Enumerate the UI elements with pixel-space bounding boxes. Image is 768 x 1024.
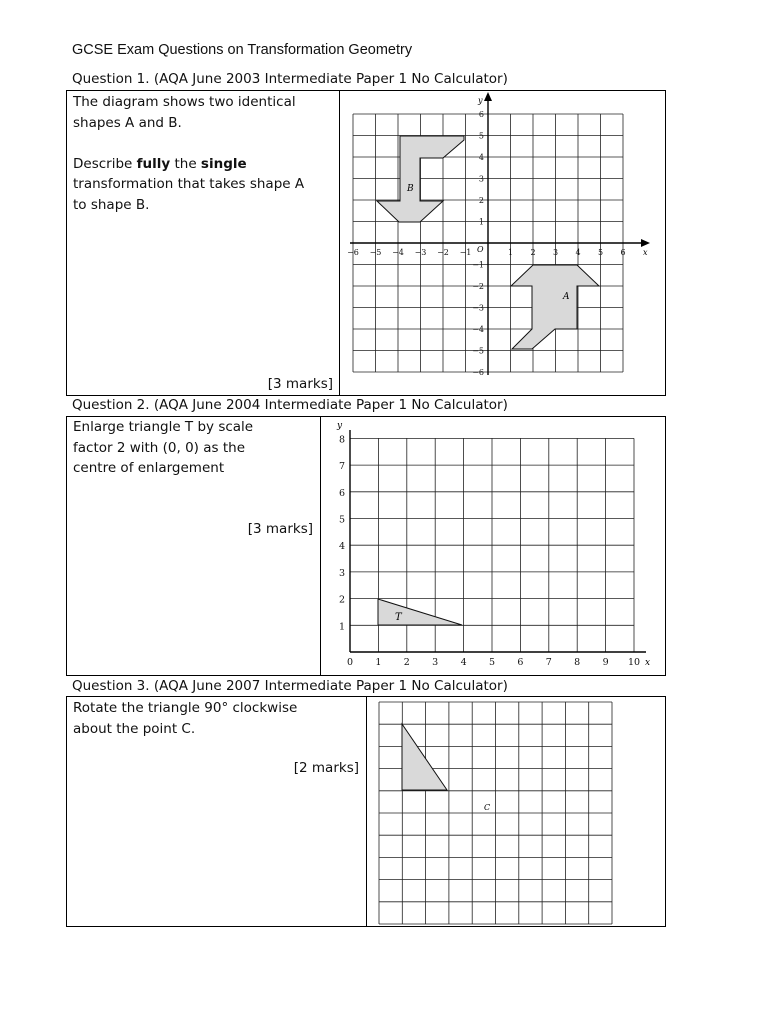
document-title: GCSE Exam Questions on Transformation Geometry	[72, 42, 413, 58]
question-2-line-2: factor 2 with (0, 0) as the	[73, 439, 245, 456]
q2-x-tick-label: 2	[403, 657, 410, 668]
question-3-marks: [2 marks]	[293, 760, 359, 776]
q1-x-tick-label: −2	[437, 248, 449, 257]
question-1-heading: Question 1. (AQA June 2003 Intermediate Paper 1 No Calculator)	[72, 71, 508, 87]
q1-fully-text: fully	[136, 155, 171, 172]
q1-x-tick-label: 3	[552, 248, 559, 257]
q2-y-tick-label: 6	[338, 487, 345, 499]
q1-y-tick-label: −2	[472, 282, 484, 291]
q1-x-axis-label: x	[643, 248, 648, 257]
q1-y-tick-label: 2	[478, 196, 484, 205]
question-1-marks: [3 marks]	[267, 376, 333, 392]
q2-x-tick-label: 6	[517, 657, 524, 668]
q1-y-tick-label: −5	[472, 346, 484, 356]
q2-x-tick-label: 9	[602, 657, 609, 668]
q2-x-tick-label: 4	[460, 657, 467, 668]
q2-x-tick-label: 0	[346, 657, 354, 668]
q2-x-tick-label: 10	[627, 657, 641, 668]
q2-x-tick-label: 7	[545, 657, 552, 668]
q1-y-axis-label: y	[478, 96, 483, 105]
q3-grid	[379, 702, 612, 924]
question-2-heading: Question 2. (AQA June 2004 Intermediate Paper 1 No Calculator)	[72, 397, 508, 413]
q1-x-tick-label: 1	[507, 248, 514, 257]
q2-x-tick-label: 8	[574, 657, 581, 668]
q1-y-tick-label: 4	[478, 153, 484, 162]
question-2-line-3: centre of enlargement	[73, 460, 225, 476]
q2-y-tick-label: 8	[338, 434, 345, 446]
q1-x-tick-label: 2	[530, 248, 536, 257]
q1-y-tick-label: 5	[478, 131, 484, 141]
question-3-heading: Question 3. (AQA June 2007 Intermediate Paper 1 No Calculator)	[72, 678, 508, 694]
q2-y-tick-label: 5	[338, 514, 345, 526]
q2-y-axis-label: y	[337, 421, 343, 431]
triangle-q3	[402, 724, 447, 790]
q1-y-tick-label: 3	[478, 174, 484, 184]
q2-y-tick-label: 4	[338, 541, 345, 553]
q1-x-tick-label: 6	[620, 248, 626, 257]
q1-x-tick-label: −3	[414, 248, 427, 257]
question-2-line-1: Enlarge triangle T by scale	[73, 419, 254, 435]
shape-b-label: B	[407, 184, 414, 194]
q1-describe-text: Describe	[73, 155, 137, 172]
question-1-line-2: shapes A and B.	[73, 114, 182, 131]
q2-y-tick-label: 3	[338, 567, 345, 579]
q2-y-tick-label: 2	[338, 594, 345, 606]
q2-y-tick-label: 7	[338, 461, 345, 473]
q1-y-tick-label: −4	[472, 325, 484, 334]
question-3-line-1: Rotate the triangle 90° clockwise	[73, 700, 298, 716]
q2-x-tick-label: 3	[432, 657, 439, 668]
question-1-line-1: The diagram shows two identical	[73, 94, 296, 110]
triangle-t-label: T	[395, 612, 402, 623]
question-1-line-5: to shape B.	[73, 196, 150, 213]
q1-y-tick-label: −3	[472, 303, 484, 313]
q1-y-tick-label: −1	[472, 260, 484, 270]
question-1-line-4: transformation that takes shape A	[73, 176, 305, 192]
q1-x-tick-label: −6	[347, 248, 359, 257]
q2-y-tick-label: 1	[338, 621, 345, 633]
q2-x-tick-label: 1	[375, 657, 382, 668]
q1-x-tick-label: −5	[369, 248, 382, 257]
q2-x-tick-label: 5	[488, 657, 496, 668]
question-2-marks: [3 marks]	[247, 521, 313, 537]
question-3-line-2: about the point C.	[73, 720, 196, 737]
point-c-label: C	[484, 803, 491, 812]
q1-y-tick-label: 1	[478, 217, 484, 227]
q1-single-text: single	[200, 155, 247, 172]
q1-y-tick-label: −6	[472, 368, 484, 377]
q1-origin-label: O	[477, 245, 484, 254]
q1-y-tick-label: 6	[478, 110, 484, 119]
shape-a-label: A	[563, 292, 570, 302]
q1-the-text: the	[170, 155, 201, 172]
q1-x-tick-label: 4	[575, 248, 581, 257]
q1-x-tick-label: 5	[597, 248, 604, 257]
q1-x-tick-label: −4	[392, 248, 404, 257]
q1-x-tick-label: −1	[459, 248, 472, 257]
q2-x-axis-label: x	[645, 658, 651, 668]
